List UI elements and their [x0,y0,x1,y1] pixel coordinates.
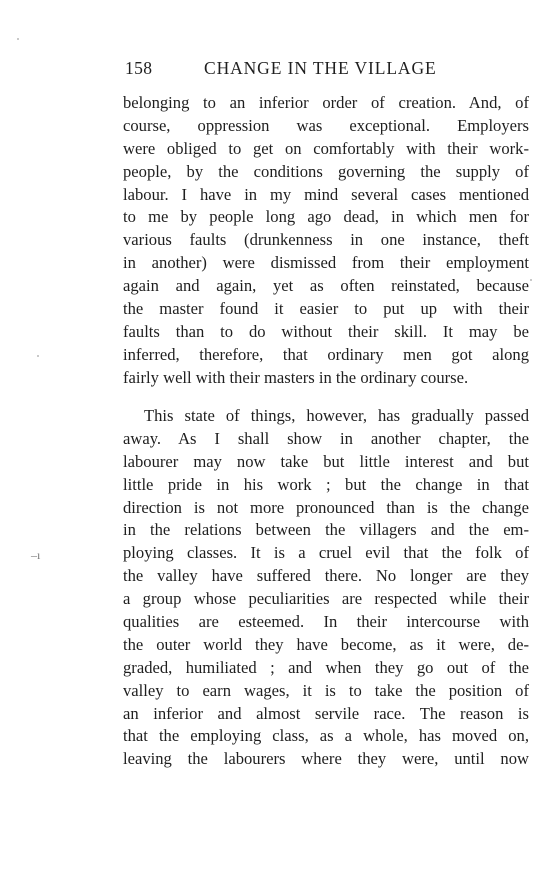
text-line: the master found it easier to put up with their [123,299,529,319]
text-line: were obliged to get on comfortably with their work- [123,138,529,158]
text-line: again and again, yet as often reinstated, because [123,276,529,296]
page-number: 158 [125,58,153,78]
running-head [125,58,530,84]
scan-speck [17,38,19,40]
text-line: faults than to do without their skill. It may be [123,321,529,341]
text-line: This state of things, however, has gradually passed [144,406,529,425]
text-line: that the employing class, as a whole, has moved on, [123,726,529,746]
text-line: a group whose peculiarities are respected while their [123,589,529,609]
margin-mark: –ı [31,548,41,562]
text-line: qualities are esteemed. In their intercourse with [123,612,529,632]
text-line: various faults (drunkenness in one instance, theft [123,230,529,250]
text-line: course, oppression was exceptional. Employers [123,115,529,135]
text-line: valley to earn wages, it is to take the position of [123,680,529,700]
scan-speck [530,279,532,281]
paragraph-2 [123,405,529,771]
text-line: to me by people long ago dead, in which men for [123,207,529,227]
scan-speck [37,355,39,357]
text-line: labour. I have in my mind several cases mentioned [123,184,529,204]
text-line: labourer may now take but little interest and but [123,451,529,471]
text-line: the outer world they have become, as it were, de- [123,634,529,654]
text-line: inferred, therefore, that ordinary men got along [123,344,529,364]
text-line: direction is not more pronounced than is the change [123,497,529,517]
text-line: away. As I shall show in another chapter, the [123,428,529,448]
text-line: ploying classes. It is a cruel evil that the folk of [123,543,529,563]
paragraph-1 [123,92,529,390]
text-line: leaving the labourers where they were, until now [123,749,529,769]
text-line: an inferior and almost servile race. The reason is [123,703,529,723]
text-line: the valley have suffered there. No longer are they [123,566,529,586]
text-line: people, by the conditions governing the supply of [123,161,529,181]
text-line: in another) were dismissed from their employment [123,253,529,273]
chapter-title: CHANGE IN THE VILLAGE [204,58,437,78]
text-line: belonging to an inferior order of creation. And, of [123,93,529,112]
text-line: graded, humiliated ; and when they go out of the [123,657,529,677]
text-line: fairly well with their masters in the ordinary course. [123,367,469,387]
text-line: little pride in his work ; but the change in that [123,474,529,494]
text-line: in the relations between the villagers and the em- [123,520,529,540]
